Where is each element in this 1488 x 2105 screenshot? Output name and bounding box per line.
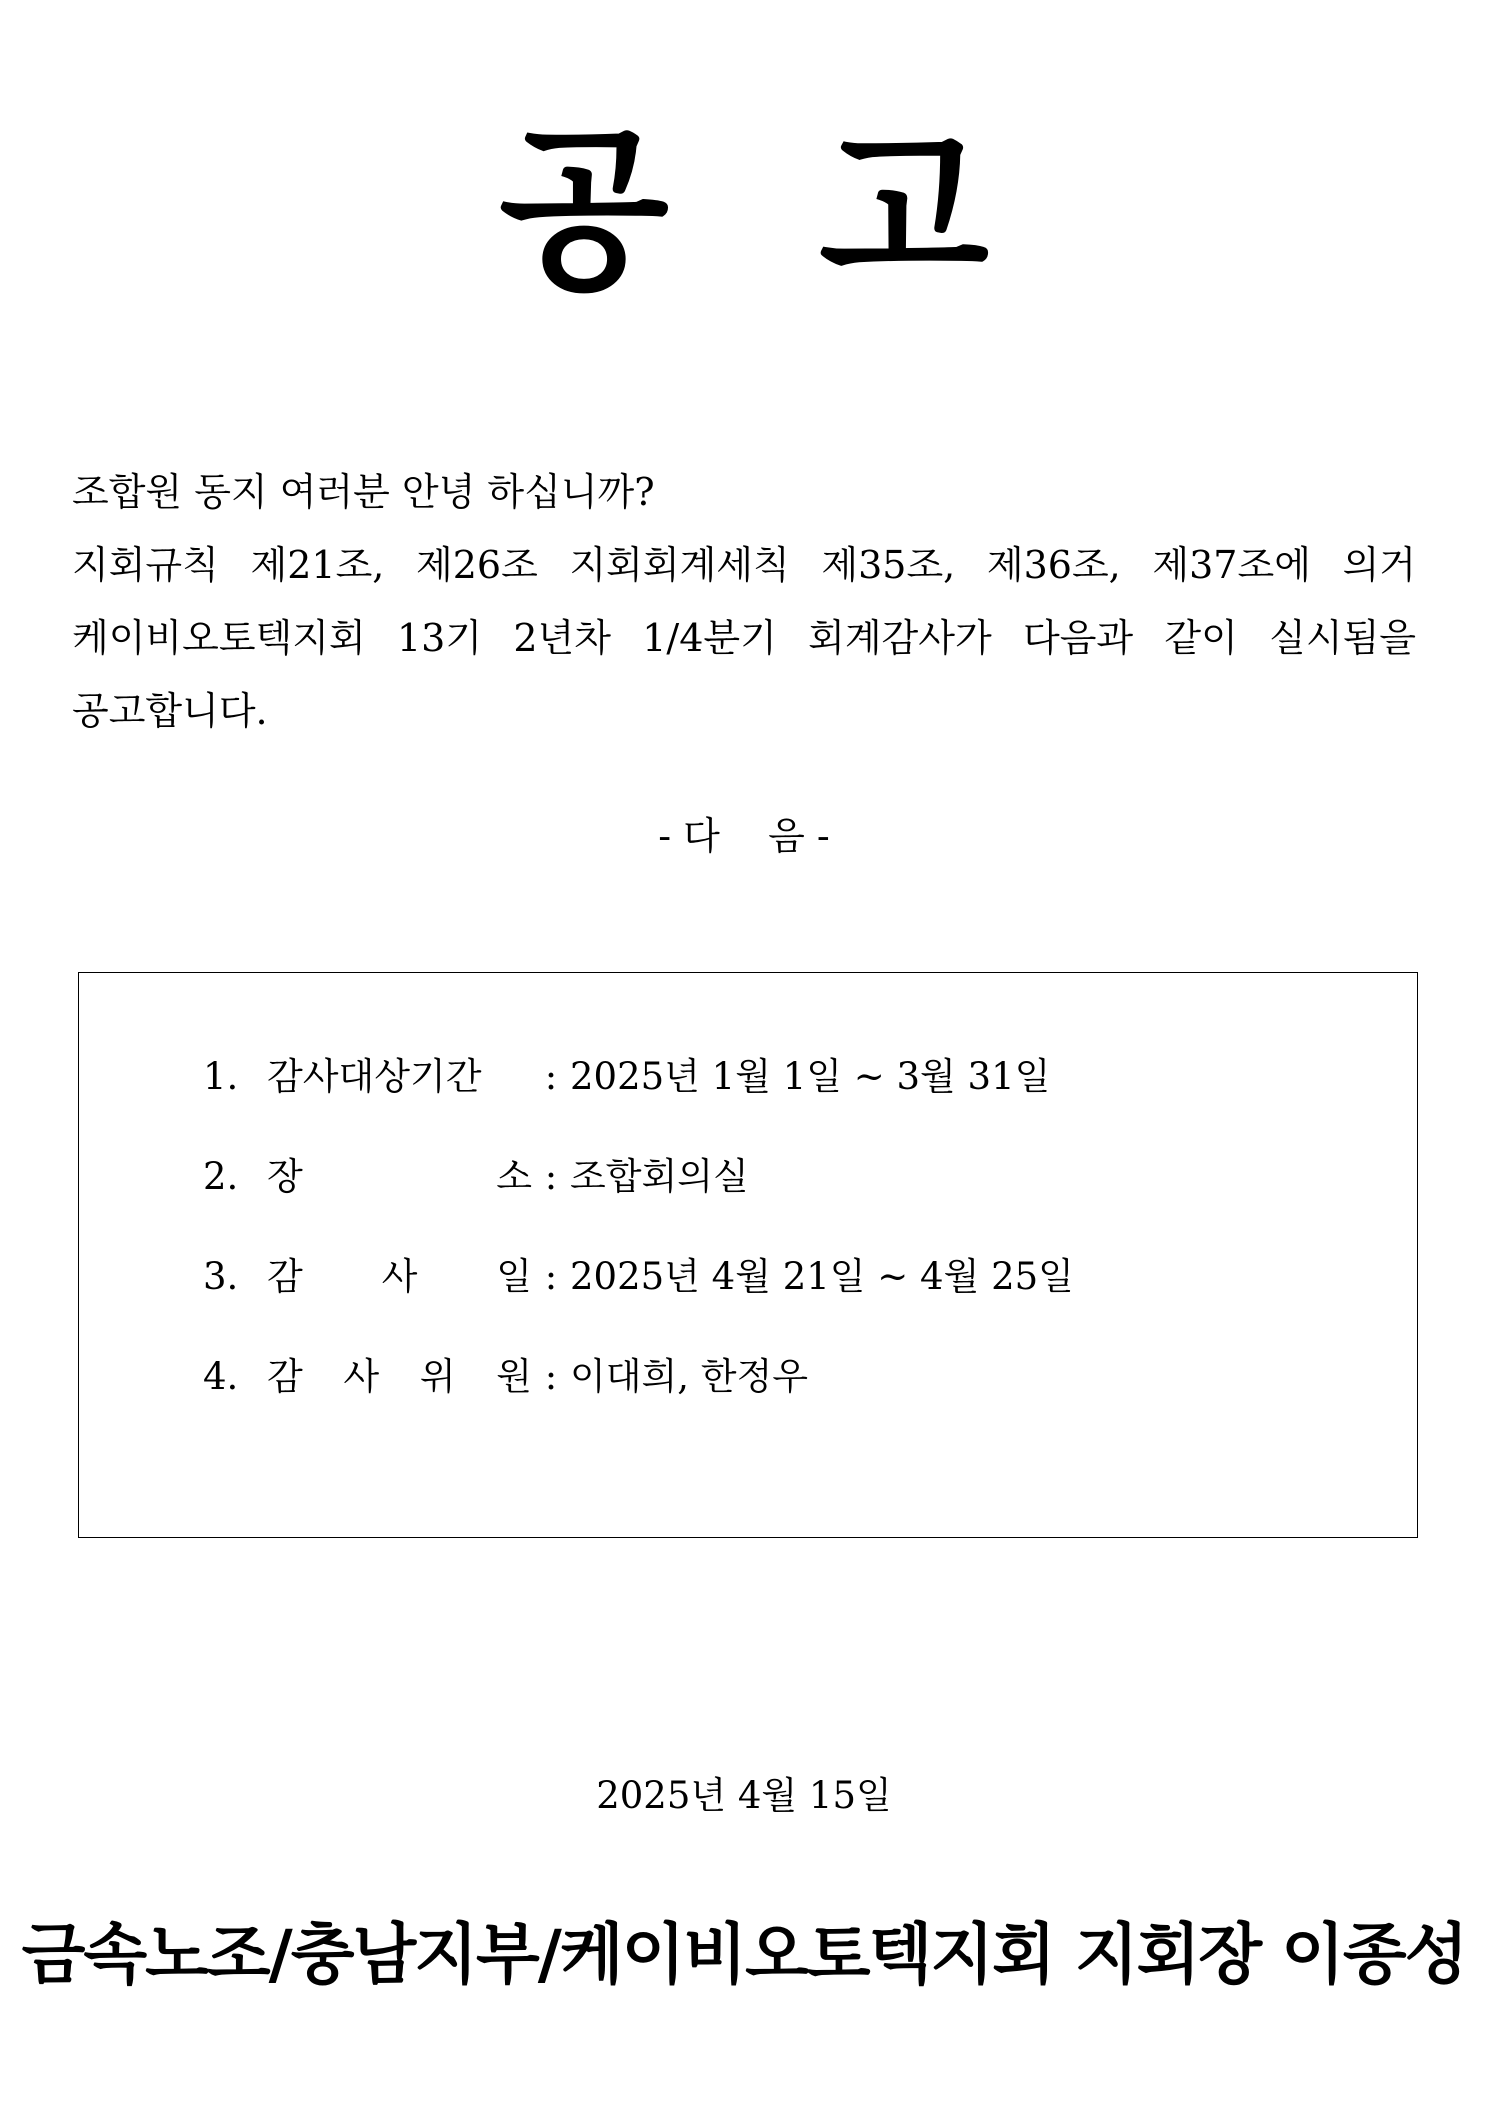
- detail-row-place: [203, 1147, 749, 1207]
- label-part: 사: [343, 1355, 380, 1398]
- label-part: 감: [267, 1255, 303, 1298]
- intro-line-rules: 지회규칙 제21조, 제26조 지회회계세칙 제35조, 제36조, 제37조에 의거: [72, 543, 1416, 587]
- notice-date: 2025년 4월 15일: [596, 1774, 892, 1817]
- detail-number: 3.: [203, 1255, 239, 1298]
- label-part: 원: [496, 1355, 532, 1398]
- detail-row-audit-date: [203, 1247, 1074, 1307]
- label-part: 감: [267, 1355, 303, 1398]
- label-part: 일: [496, 1255, 532, 1298]
- detail-value: 이대희, 한정우: [570, 1355, 808, 1398]
- detail-value: 2025년 1월 1일 ~ 3월 31일: [570, 1055, 1051, 1098]
- intro-line-audit: 케이비오토텍지회 13기 2년차 1/4분기 회계감사가 다음과 같이 실시됨을: [72, 616, 1416, 660]
- intro-paragraph: [72, 456, 1416, 748]
- detail-number: 2.: [203, 1155, 239, 1198]
- detail-label: [267, 1347, 532, 1407]
- label-part: 소: [496, 1155, 532, 1198]
- detail-number: 4.: [203, 1355, 239, 1398]
- signature: 금속노조/충남지부/케이비오토텍지회 지회장 이종성: [21, 1916, 1467, 1993]
- details-box: [78, 972, 1418, 1538]
- detail-value: 2025년 4월 21일 ~ 4월 25일: [570, 1255, 1074, 1298]
- label-part: 감사대상기간: [267, 1055, 482, 1098]
- detail-colon: :: [544, 1355, 558, 1398]
- intro-line-announce: 공고합니다.: [72, 689, 268, 733]
- title-char-2: 고: [819, 109, 990, 314]
- label-part: 사: [381, 1255, 418, 1298]
- detail-label: [267, 1047, 532, 1107]
- label-part: 장: [267, 1155, 303, 1198]
- label-part: 위: [419, 1355, 456, 1398]
- detail-number: 1.: [203, 1055, 239, 1098]
- detail-colon: :: [544, 1255, 558, 1298]
- notice-title: [0, 109, 1488, 314]
- detail-row-period: [203, 1047, 1050, 1107]
- title-char-1: 공: [498, 109, 669, 314]
- detail-label: [267, 1147, 532, 1207]
- detail-label: [267, 1247, 532, 1307]
- detail-colon: :: [544, 1055, 558, 1098]
- next-heading: - 다 음 -: [658, 814, 830, 858]
- detail-colon: :: [544, 1155, 558, 1198]
- detail-value: 조합회의실: [570, 1155, 749, 1198]
- detail-row-auditors: [203, 1347, 808, 1407]
- intro-line-greeting: 조합원 동지 여러분 안녕 하십니까?: [72, 470, 655, 514]
